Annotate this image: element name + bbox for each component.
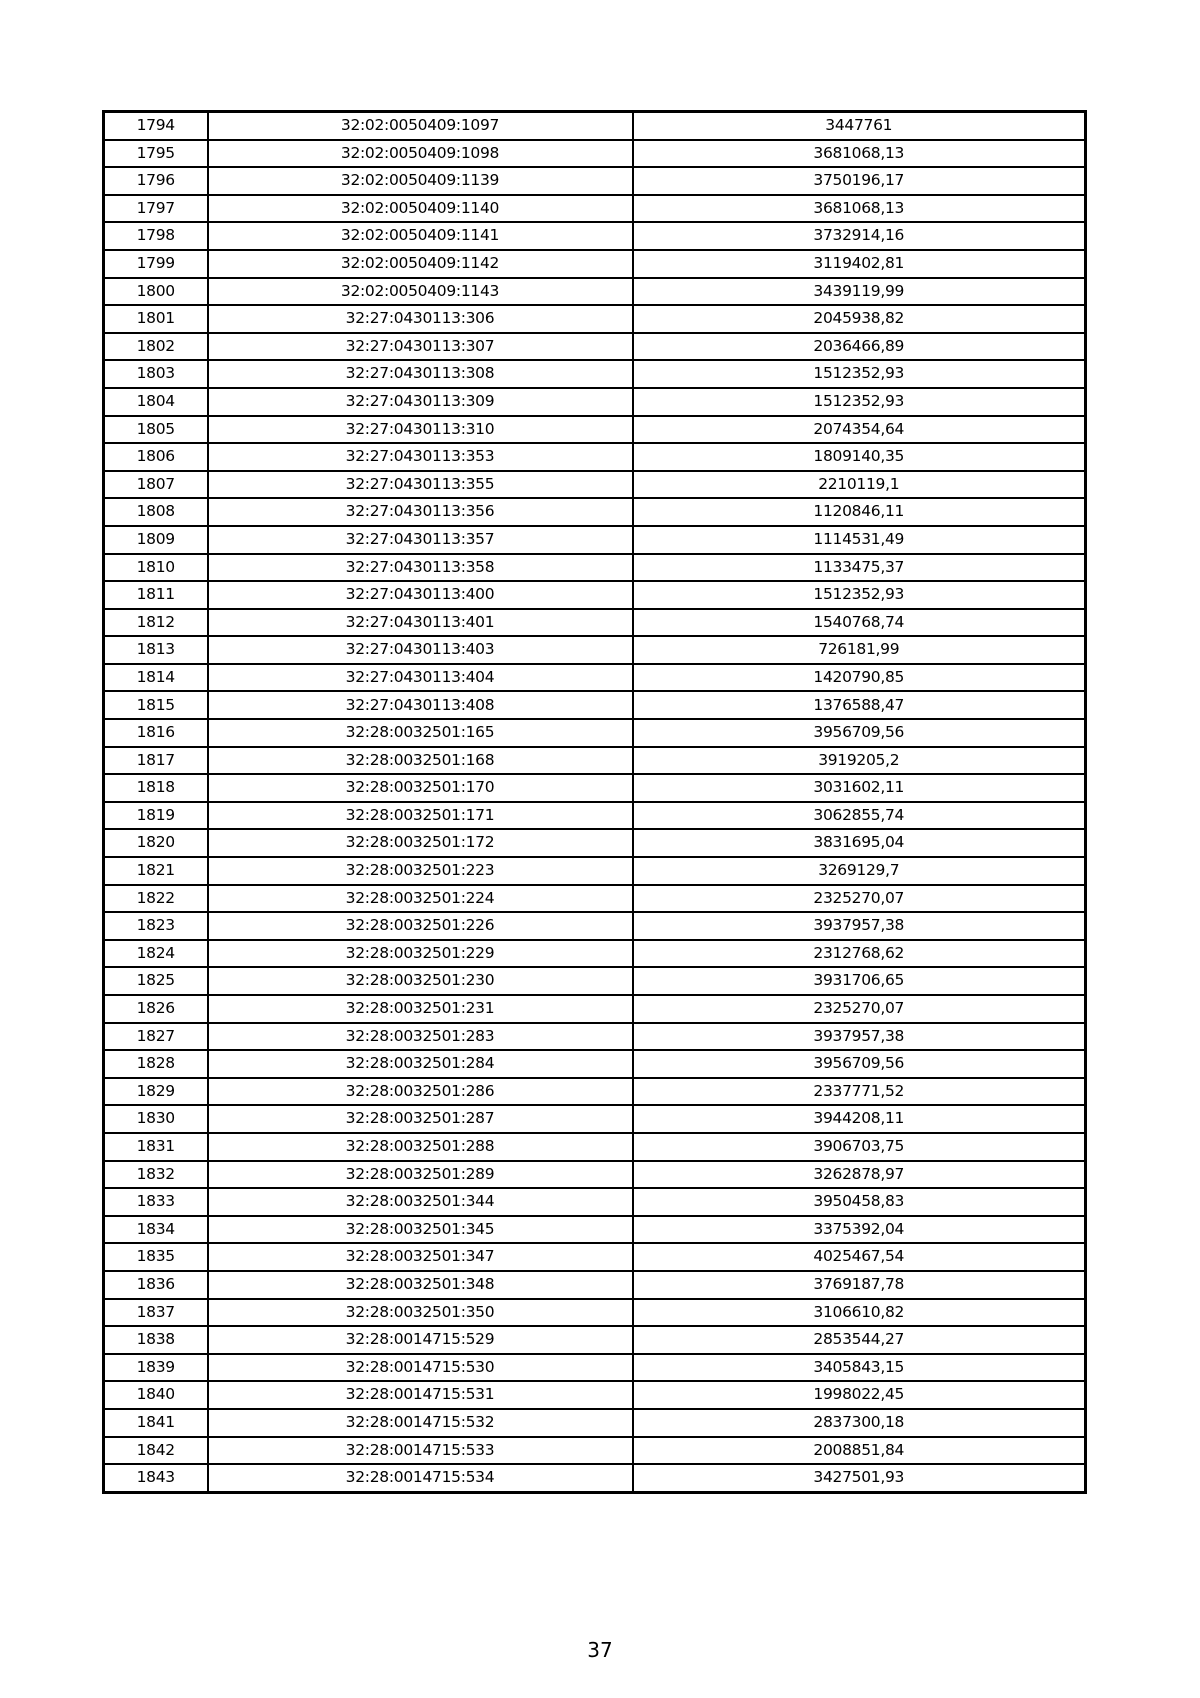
row-number-cell: 1797 xyxy=(104,195,208,223)
cadastral-number-cell: 32:28:0032501:229 xyxy=(208,940,633,968)
cadastral-value-cell: 2325270,07 xyxy=(633,885,1086,913)
table-row xyxy=(104,609,1086,637)
cadastral-value-cell: 3681068,13 xyxy=(633,195,1086,223)
table-row xyxy=(104,967,1086,995)
row-number-cell: 1831 xyxy=(104,1133,208,1161)
cadastral-number-cell: 32:28:0032501:170 xyxy=(208,774,633,802)
table-row xyxy=(104,691,1086,719)
table-row xyxy=(104,554,1086,582)
table-row xyxy=(104,995,1086,1023)
cadastral-number-cell: 32:27:0430113:309 xyxy=(208,388,633,416)
row-number-cell: 1795 xyxy=(104,140,208,168)
table-row xyxy=(104,1050,1086,1078)
cadastral-value-cell: 3119402,81 xyxy=(633,250,1086,278)
row-number-cell: 1803 xyxy=(104,360,208,388)
table-row xyxy=(104,1078,1086,1106)
cadastral-number-cell: 32:28:0014715:530 xyxy=(208,1354,633,1382)
row-number-cell: 1799 xyxy=(104,250,208,278)
cadastral-number-cell: 32:28:0032501:344 xyxy=(208,1188,633,1216)
table-row xyxy=(104,1243,1086,1271)
row-number-cell: 1834 xyxy=(104,1216,208,1244)
row-number-cell: 1836 xyxy=(104,1271,208,1299)
table-row xyxy=(104,829,1086,857)
table-row xyxy=(104,305,1086,333)
table-row xyxy=(104,719,1086,747)
cadastral-number-cell: 32:28:0032501:347 xyxy=(208,1243,633,1271)
cadastral-number-cell: 32:28:0032501:171 xyxy=(208,802,633,830)
cadastral-value-cell: 3732914,16 xyxy=(633,222,1086,250)
cadastral-number-cell: 32:28:0032501:286 xyxy=(208,1078,633,1106)
table-row xyxy=(104,885,1086,913)
cadastral-value-table xyxy=(102,110,1087,1494)
row-number-cell: 1813 xyxy=(104,636,208,664)
cadastral-value-cell: 1998022,45 xyxy=(633,1381,1086,1409)
row-number-cell: 1804 xyxy=(104,388,208,416)
cadastral-value-cell: 2008851,84 xyxy=(633,1437,1086,1465)
cadastral-value-cell: 2837300,18 xyxy=(633,1409,1086,1437)
cadastral-number-cell: 32:27:0430113:356 xyxy=(208,498,633,526)
row-number-cell: 1801 xyxy=(104,305,208,333)
cadastral-number-cell: 32:28:0014715:529 xyxy=(208,1326,633,1354)
table-row xyxy=(104,112,1086,140)
cadastral-value-cell: 2210119,1 xyxy=(633,471,1086,499)
cadastral-value-cell: 3062855,74 xyxy=(633,802,1086,830)
cadastral-number-cell: 32:27:0430113:358 xyxy=(208,554,633,582)
table-row xyxy=(104,1409,1086,1437)
cadastral-number-cell: 32:02:0050409:1143 xyxy=(208,278,633,306)
cadastral-value-cell: 2853544,27 xyxy=(633,1326,1086,1354)
cadastral-value-cell: 3831695,04 xyxy=(633,829,1086,857)
row-number-cell: 1806 xyxy=(104,443,208,471)
page-number: 37 xyxy=(587,1638,613,1662)
row-number-cell: 1825 xyxy=(104,967,208,995)
cadastral-number-cell: 32:27:0430113:357 xyxy=(208,526,633,554)
row-number-cell: 1833 xyxy=(104,1188,208,1216)
cadastral-number-cell: 32:27:0430113:400 xyxy=(208,581,633,609)
row-number-cell: 1819 xyxy=(104,802,208,830)
cadastral-value-cell: 1809140,35 xyxy=(633,443,1086,471)
table-row xyxy=(104,416,1086,444)
table-body xyxy=(104,112,1086,1493)
row-number-cell: 1821 xyxy=(104,857,208,885)
cadastral-value-cell: 3106610,82 xyxy=(633,1299,1086,1327)
table-row xyxy=(104,912,1086,940)
row-number-cell: 1828 xyxy=(104,1050,208,1078)
table-row xyxy=(104,1161,1086,1189)
row-number-cell: 1805 xyxy=(104,416,208,444)
cadastral-number-cell: 32:02:0050409:1098 xyxy=(208,140,633,168)
table-row xyxy=(104,664,1086,692)
cadastral-value-cell: 4025467,54 xyxy=(633,1243,1086,1271)
table-row xyxy=(104,526,1086,554)
cadastral-number-cell: 32:28:0032501:223 xyxy=(208,857,633,885)
table-row xyxy=(104,278,1086,306)
row-number-cell: 1827 xyxy=(104,1023,208,1051)
cadastral-value-cell: 3375392,04 xyxy=(633,1216,1086,1244)
row-number-cell: 1816 xyxy=(104,719,208,747)
cadastral-value-cell: 3405843,15 xyxy=(633,1354,1086,1382)
cadastral-value-cell: 3681068,13 xyxy=(633,140,1086,168)
cadastral-value-cell: 2325270,07 xyxy=(633,995,1086,1023)
row-number-cell: 1832 xyxy=(104,1161,208,1189)
table-row xyxy=(104,636,1086,664)
row-number-cell: 1842 xyxy=(104,1437,208,1465)
cadastral-value-cell: 3447761 xyxy=(633,112,1086,140)
cadastral-value-cell: 3956709,56 xyxy=(633,1050,1086,1078)
cadastral-value-cell: 1114531,49 xyxy=(633,526,1086,554)
row-number-cell: 1794 xyxy=(104,112,208,140)
cadastral-value-cell: 3769187,78 xyxy=(633,1271,1086,1299)
table-row xyxy=(104,940,1086,968)
table-row xyxy=(104,1133,1086,1161)
row-number-cell: 1824 xyxy=(104,940,208,968)
table-row xyxy=(104,1023,1086,1051)
row-number-cell: 1829 xyxy=(104,1078,208,1106)
table-row xyxy=(104,1437,1086,1465)
cadastral-number-cell: 32:28:0014715:534 xyxy=(208,1464,633,1492)
table-row xyxy=(104,1216,1086,1244)
cadastral-value-cell: 1420790,85 xyxy=(633,664,1086,692)
cadastral-number-cell: 32:28:0032501:224 xyxy=(208,885,633,913)
cadastral-number-cell: 32:28:0032501:289 xyxy=(208,1161,633,1189)
table-row xyxy=(104,1271,1086,1299)
table-row xyxy=(104,1299,1086,1327)
cadastral-value-cell: 3269129,7 xyxy=(633,857,1086,885)
cadastral-number-cell: 32:28:0014715:531 xyxy=(208,1381,633,1409)
cadastral-number-cell: 32:27:0430113:404 xyxy=(208,664,633,692)
table-row xyxy=(104,167,1086,195)
cadastral-number-cell: 32:28:0032501:230 xyxy=(208,967,633,995)
row-number-cell: 1826 xyxy=(104,995,208,1023)
row-number-cell: 1814 xyxy=(104,664,208,692)
table-row xyxy=(104,195,1086,223)
cadastral-number-cell: 32:27:0430113:403 xyxy=(208,636,633,664)
table-row xyxy=(104,1464,1086,1492)
table-row xyxy=(104,360,1086,388)
row-number-cell: 1822 xyxy=(104,885,208,913)
cadastral-number-cell: 32:28:0032501:226 xyxy=(208,912,633,940)
table-row xyxy=(104,388,1086,416)
table-row xyxy=(104,802,1086,830)
cadastral-value-cell: 3931706,65 xyxy=(633,967,1086,995)
cadastral-number-cell: 32:28:0032501:165 xyxy=(208,719,633,747)
row-number-cell: 1796 xyxy=(104,167,208,195)
cadastral-value-cell: 726181,99 xyxy=(633,636,1086,664)
row-number-cell: 1840 xyxy=(104,1381,208,1409)
cadastral-number-cell: 32:02:0050409:1141 xyxy=(208,222,633,250)
cadastral-number-cell: 32:02:0050409:1097 xyxy=(208,112,633,140)
row-number-cell: 1838 xyxy=(104,1326,208,1354)
row-number-cell: 1802 xyxy=(104,333,208,361)
cadastral-number-cell: 32:27:0430113:308 xyxy=(208,360,633,388)
cadastral-number-cell: 32:27:0430113:306 xyxy=(208,305,633,333)
cadastral-number-cell: 32:28:0032501:348 xyxy=(208,1271,633,1299)
cadastral-value-cell: 2337771,52 xyxy=(633,1078,1086,1106)
cadastral-value-cell: 3937957,38 xyxy=(633,1023,1086,1051)
row-number-cell: 1843 xyxy=(104,1464,208,1492)
table-row xyxy=(104,250,1086,278)
cadastral-number-cell: 32:28:0032501:288 xyxy=(208,1133,633,1161)
cadastral-value-cell: 1133475,37 xyxy=(633,554,1086,582)
table-row xyxy=(104,333,1086,361)
row-number-cell: 1837 xyxy=(104,1299,208,1327)
cadastral-number-cell: 32:27:0430113:355 xyxy=(208,471,633,499)
table-row xyxy=(104,140,1086,168)
table-row xyxy=(104,1326,1086,1354)
row-number-cell: 1820 xyxy=(104,829,208,857)
row-number-cell: 1809 xyxy=(104,526,208,554)
table-row xyxy=(104,747,1086,775)
row-number-cell: 1841 xyxy=(104,1409,208,1437)
cadastral-value-cell: 3944208,11 xyxy=(633,1105,1086,1133)
cadastral-number-cell: 32:27:0430113:307 xyxy=(208,333,633,361)
cadastral-value-cell: 3937957,38 xyxy=(633,912,1086,940)
cadastral-value-cell: 3956709,56 xyxy=(633,719,1086,747)
cadastral-number-cell: 32:02:0050409:1139 xyxy=(208,167,633,195)
table-row xyxy=(104,581,1086,609)
cadastral-value-cell: 3031602,11 xyxy=(633,774,1086,802)
cadastral-value-cell: 1540768,74 xyxy=(633,609,1086,637)
cadastral-number-cell: 32:28:0014715:533 xyxy=(208,1437,633,1465)
table-row xyxy=(104,443,1086,471)
table-row xyxy=(104,1354,1086,1382)
cadastral-number-cell: 32:27:0430113:353 xyxy=(208,443,633,471)
table-row xyxy=(104,1105,1086,1133)
row-number-cell: 1808 xyxy=(104,498,208,526)
table-row xyxy=(104,498,1086,526)
cadastral-number-cell: 32:27:0430113:401 xyxy=(208,609,633,637)
row-number-cell: 1798 xyxy=(104,222,208,250)
cadastral-value-cell: 1512352,93 xyxy=(633,388,1086,416)
cadastral-value-cell: 2036466,89 xyxy=(633,333,1086,361)
row-number-cell: 1815 xyxy=(104,691,208,719)
cadastral-number-cell: 32:02:0050409:1140 xyxy=(208,195,633,223)
cadastral-value-cell: 3262878,97 xyxy=(633,1161,1086,1189)
cadastral-number-cell: 32:28:0014715:532 xyxy=(208,1409,633,1437)
cadastral-number-cell: 32:02:0050409:1142 xyxy=(208,250,633,278)
cadastral-value-cell: 1120846,11 xyxy=(633,498,1086,526)
table-row xyxy=(104,857,1086,885)
cadastral-number-cell: 32:28:0032501:345 xyxy=(208,1216,633,1244)
cadastral-number-cell: 32:27:0430113:408 xyxy=(208,691,633,719)
row-number-cell: 1811 xyxy=(104,581,208,609)
row-number-cell: 1810 xyxy=(104,554,208,582)
cadastral-value-cell: 2045938,82 xyxy=(633,305,1086,333)
cadastral-value-cell: 3439119,99 xyxy=(633,278,1086,306)
cadastral-number-cell: 32:28:0032501:231 xyxy=(208,995,633,1023)
table-row xyxy=(104,222,1086,250)
cadastral-number-cell: 32:28:0032501:168 xyxy=(208,747,633,775)
row-number-cell: 1830 xyxy=(104,1105,208,1133)
cadastral-value-cell: 1512352,93 xyxy=(633,581,1086,609)
cadastral-number-cell: 32:28:0032501:172 xyxy=(208,829,633,857)
cadastral-value-cell: 1376588,47 xyxy=(633,691,1086,719)
cadastral-value-cell: 2312768,62 xyxy=(633,940,1086,968)
cadastral-number-cell: 32:28:0032501:284 xyxy=(208,1050,633,1078)
cadastral-value-cell: 3950458,83 xyxy=(633,1188,1086,1216)
cadastral-value-cell: 3906703,75 xyxy=(633,1133,1086,1161)
row-number-cell: 1812 xyxy=(104,609,208,637)
cadastral-value-cell: 1512352,93 xyxy=(633,360,1086,388)
row-number-cell: 1807 xyxy=(104,471,208,499)
table-row xyxy=(104,471,1086,499)
cadastral-number-cell: 32:28:0032501:287 xyxy=(208,1105,633,1133)
row-number-cell: 1835 xyxy=(104,1243,208,1271)
row-number-cell: 1800 xyxy=(104,278,208,306)
table-row xyxy=(104,774,1086,802)
row-number-cell: 1818 xyxy=(104,774,208,802)
row-number-cell: 1817 xyxy=(104,747,208,775)
cadastral-value-cell: 2074354,64 xyxy=(633,416,1086,444)
table-row xyxy=(104,1381,1086,1409)
cadastral-value-cell: 3427501,93 xyxy=(633,1464,1086,1492)
row-number-cell: 1839 xyxy=(104,1354,208,1382)
cadastral-value-cell: 3919205,2 xyxy=(633,747,1086,775)
cadastral-number-cell: 32:27:0430113:310 xyxy=(208,416,633,444)
table-row xyxy=(104,1188,1086,1216)
cadastral-number-cell: 32:28:0032501:350 xyxy=(208,1299,633,1327)
cadastral-number-cell: 32:28:0032501:283 xyxy=(208,1023,633,1051)
row-number-cell: 1823 xyxy=(104,912,208,940)
cadastral-value-cell: 3750196,17 xyxy=(633,167,1086,195)
